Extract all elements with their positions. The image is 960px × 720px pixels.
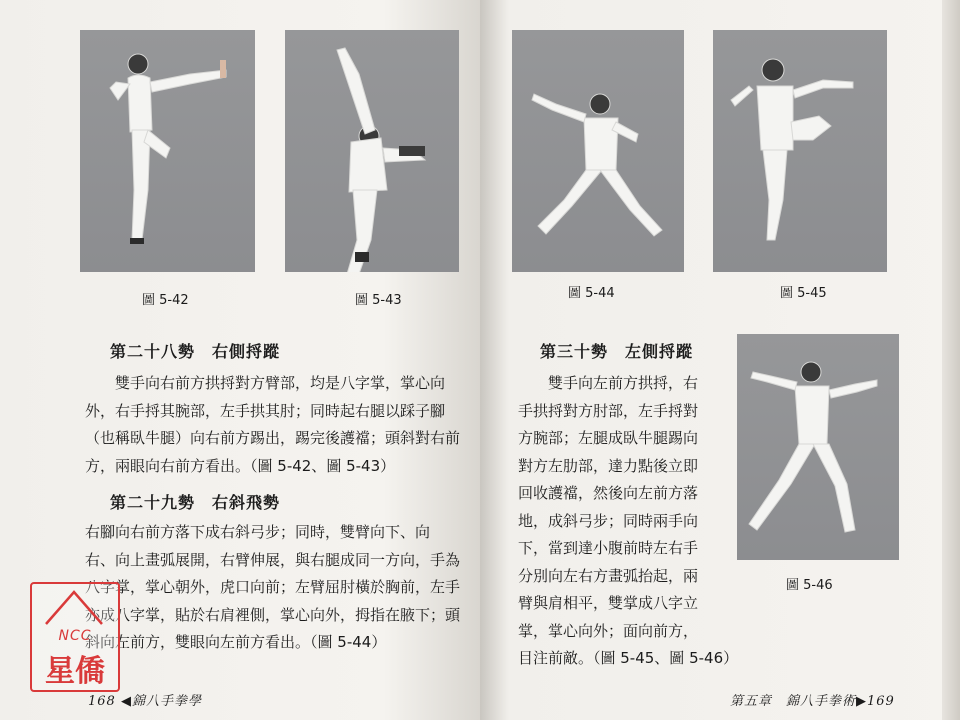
section-heading: 第二十八勢 右側捋蹤 bbox=[110, 342, 281, 361]
figure-caption: 圖 5-43 bbox=[355, 293, 402, 308]
paragraph-line: 下，當到達小腹前時左右手 bbox=[518, 539, 699, 557]
martial-artist-kick-icon bbox=[285, 30, 459, 272]
paragraph-line: 亦成八字掌，貼於右肩裡側，掌心向外，拇指在腋下；頭 bbox=[85, 605, 461, 624]
paragraph-line: 分別向左右方畫弧抬起，兩 bbox=[518, 566, 699, 585]
figure-caption: 圖 5-44 bbox=[568, 286, 615, 301]
paragraph-line: 雙手向左前方拱捋，右 bbox=[548, 374, 699, 392]
martial-artist-pose-icon bbox=[80, 30, 255, 272]
figure-caption: 圖 5-42 bbox=[142, 293, 189, 308]
section-paragraph bbox=[518, 370, 738, 673]
paragraph-line: 方腕部；左腿成臥牛腿踢向 bbox=[518, 429, 699, 447]
paragraph-line: 回收護襠，然後向左前方落 bbox=[518, 484, 699, 502]
section-heading: 第二十九勢 右斜飛勢 bbox=[110, 493, 281, 512]
paragraph-line: 右、向上畫弧展開，右臂伸展，與右腿成同一方向，手為 bbox=[85, 550, 461, 569]
figure-5-43-photo bbox=[285, 30, 459, 272]
page-number-right: 第五章 錦八手拳術▶169 bbox=[730, 694, 895, 709]
figure-caption: 圖 5-46 bbox=[786, 578, 833, 593]
paragraph-line: 斜向左前方，雙眼向左前方看出。（圖 5-44） bbox=[85, 633, 387, 651]
figure-5-45-photo bbox=[713, 30, 887, 272]
page-number-left: 168 ◀錦八手拳學 bbox=[88, 694, 202, 709]
roof-icon bbox=[42, 588, 106, 628]
section-paragraph bbox=[85, 370, 460, 480]
paragraph-line: 掌，掌心向外；面向前方， bbox=[518, 621, 699, 640]
paragraph-line: （也稱臥牛腿）向右前方踢出，踢完後護襠；頭斜對右前 bbox=[85, 429, 461, 447]
paragraph-line: 方，兩眼向右前方看出。（圖 5-42、圖 5-43） bbox=[85, 456, 396, 475]
paragraph-line: 手拱捋對方肘部，左手捋對 bbox=[518, 401, 699, 420]
stamp-name: 星僑 bbox=[45, 654, 105, 689]
paragraph-line: 對方左肋部，達力點後立即 bbox=[518, 456, 699, 475]
martial-artist-raised-knee-icon bbox=[713, 30, 887, 272]
figure-5-44-photo bbox=[512, 30, 684, 272]
paragraph-line: 地，成斜弓步；同時兩手向 bbox=[518, 511, 699, 530]
figure-caption: 圖 5-45 bbox=[780, 286, 827, 301]
paragraph-line: 外，右手捋其腕部，左手拱其肘；同時起右腿以踩子腳 bbox=[85, 401, 446, 420]
section-paragraph bbox=[85, 519, 460, 657]
paragraph-line: 目注前敵。（圖 5-45、圖 5-46） bbox=[518, 649, 739, 667]
paragraph-line: 右腳向右前方落下成右斜弓步；同時，雙臂向下、向 bbox=[85, 523, 431, 541]
martial-artist-open-arms-icon bbox=[737, 334, 899, 560]
martial-artist-stance-icon bbox=[512, 30, 684, 272]
figure-5-46-photo bbox=[737, 334, 899, 560]
paragraph-line: 雙手向右前方拱捋對方臂部，均是八字掌，掌心向 bbox=[115, 374, 446, 392]
paragraph-line: 八字掌，掌心朝外，虎口向前；左臂屈肘橫於胸前，左手 bbox=[85, 578, 461, 596]
right-page bbox=[480, 0, 960, 720]
figure-5-42-photo bbox=[80, 30, 255, 272]
stamp-label: NCC bbox=[58, 628, 92, 644]
section-heading: 第三十勢 左側捋蹤 bbox=[540, 342, 694, 361]
paragraph-line: 臂與肩相平，雙掌成八字立 bbox=[518, 594, 699, 612]
ncc-stamp-logo bbox=[30, 582, 120, 692]
page-edge bbox=[942, 0, 960, 720]
